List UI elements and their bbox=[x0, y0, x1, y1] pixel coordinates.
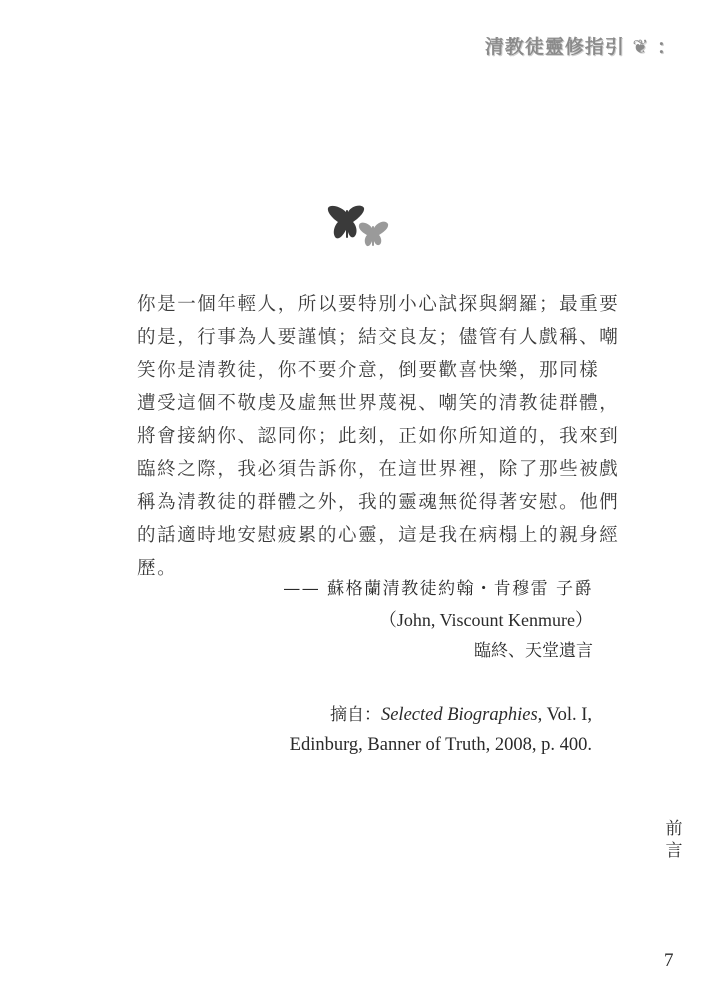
running-header-mark: ❦ ： bbox=[632, 36, 677, 58]
side-tab-char: 前 bbox=[665, 819, 683, 839]
source-volume: , Vol. I, bbox=[537, 705, 592, 725]
page-number: 7 bbox=[664, 950, 674, 971]
source-label: 摘自： bbox=[329, 705, 381, 725]
quote-line: 的是，行事為人要謹慎；結交良友；儘管有人戲稱、嘲 bbox=[137, 327, 620, 348]
quote-body bbox=[137, 288, 620, 585]
quote-line: 稱為清教徒的群體之外，我的靈魂無從得著安慰。他們 bbox=[137, 492, 620, 513]
attribution-context: 臨終、天堂遺言 bbox=[474, 641, 593, 661]
quote-line: 你是一個年輕人，所以要特別小心試探與網羅；最重要 bbox=[137, 294, 620, 315]
source-citation bbox=[290, 700, 592, 760]
source-line-1 bbox=[290, 700, 592, 730]
source-title: Selected Biographies bbox=[380, 705, 538, 725]
attribution bbox=[283, 574, 593, 667]
dark-butterfly-icon bbox=[328, 206, 364, 239]
chapter-side-tab bbox=[664, 818, 684, 862]
source-publication: Edinburg, Banner of Truth, 2008, p. 400. bbox=[289, 735, 592, 755]
quote-line: 笑你是清教徒，你不要介意，倒要歡喜快樂，那同樣 bbox=[137, 360, 600, 381]
running-header bbox=[485, 32, 677, 59]
light-butterfly-icon bbox=[359, 222, 388, 246]
attribution-latin-name: （John, Viscount Kenmure） bbox=[378, 610, 593, 630]
quote-line: 的話適時地安慰疲累的心靈，這是我在病榻上的親身經 bbox=[137, 525, 620, 546]
attribution-name: —— 蘇格蘭清教徒約翰・肯穆雷 子爵 bbox=[283, 579, 593, 599]
butterflies-icon bbox=[326, 204, 390, 250]
side-tab-char: 言 bbox=[665, 841, 683, 861]
running-title: 清教徒靈修指引 bbox=[484, 36, 625, 58]
quote-line: 臨終之際，我必須告訴你，在這世界裡，除了那些被戲 bbox=[137, 459, 620, 480]
quote-line: 遭受這個不敬虔及虛無世界蔑視、嘲笑的清教徒群體， bbox=[137, 393, 620, 414]
quote-line: 歷。 bbox=[137, 558, 178, 579]
quote-line: 將會接納你、認同你；此刻，正如你所知道的，我來到 bbox=[137, 426, 620, 447]
